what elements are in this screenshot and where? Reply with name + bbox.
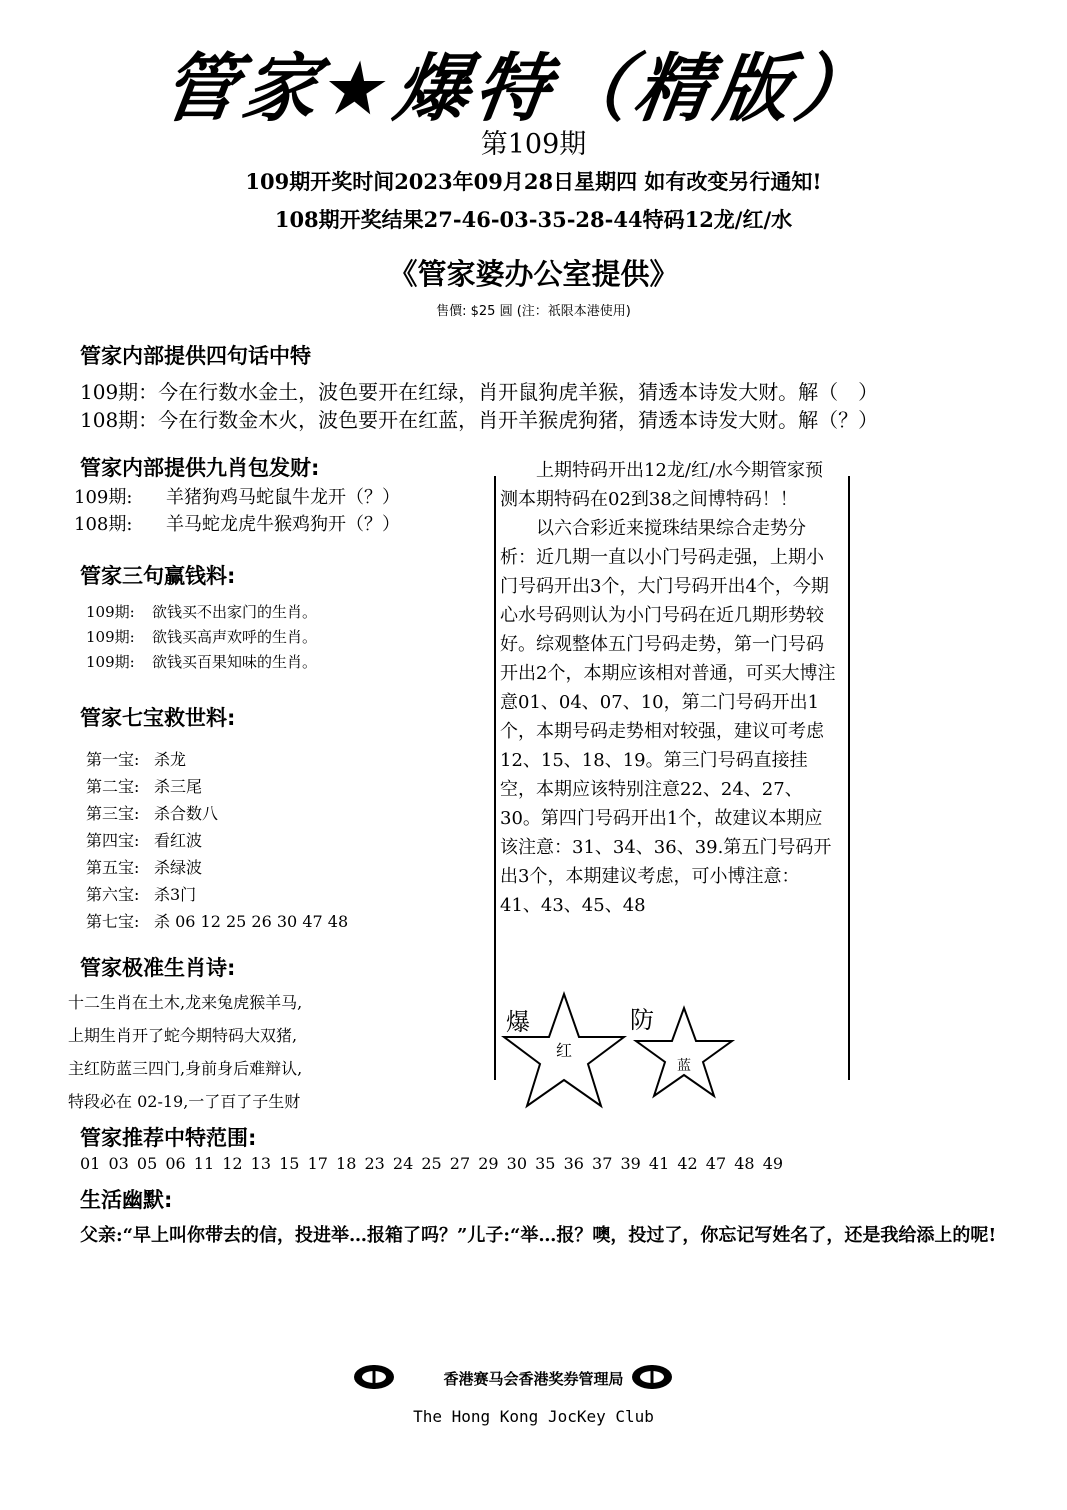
humor-heading: 生活幽默: [80, 1188, 173, 1212]
stars-graphic [496, 990, 736, 1110]
star-left-label: 爆 [506, 1008, 530, 1036]
price: 售價: $25 圓 (注：祇限本港使用) [436, 304, 631, 319]
row-text: 欲钱买高声欢呼的生肖。 [152, 628, 318, 646]
page-title: 管家★爆特（精版） [156, 46, 882, 132]
star-right-label: 防 [630, 1006, 654, 1034]
issue-number: 第109期 [480, 129, 587, 160]
analysis-paragraph-1: 上期特码开出12龙/红/水今期管家预测本期特码在02到38之间博特码！！ [500, 460, 824, 510]
three-sentences-row [86, 625, 317, 650]
treasure-label: 第三宝: [86, 804, 140, 823]
footer-org-english: The Hong Kong JocKey Club [413, 1407, 654, 1426]
period-label: 109期: [74, 487, 133, 508]
seven-treasures-section [86, 746, 348, 935]
treasure-row [86, 854, 348, 881]
seven-treasures-heading: 管家七宝救世料: [80, 706, 236, 730]
period-label: 109期: [86, 603, 135, 621]
star-right-shape [636, 1008, 732, 1096]
treasure-text: 杀 06 12 25 26 30 47 48 [154, 912, 349, 931]
poem-line: 十二生肖在土木,龙来兔虎猴羊马, [68, 993, 303, 1012]
row-text: 羊马蛇龙虎牛猴鸡狗开（？） [166, 514, 400, 535]
three-sentences-row [86, 600, 317, 625]
row-text: 欲钱买百果知味的生肖。 [152, 653, 318, 671]
four-lines-section [80, 378, 1040, 434]
row-text: 羊猪狗鸡马蛇鼠牛龙开（？） [166, 487, 400, 508]
treasure-label: 第二宝: [86, 777, 140, 796]
footer-org-name: 香港赛马会香港奖券管理局 [443, 1370, 624, 1388]
three-sentences-row [86, 650, 317, 675]
nine-zodiac-row [74, 484, 400, 511]
draw-time: 109期开奖时间2023年09月28日星期四 如有改变另行通知! [245, 169, 822, 194]
analysis-text [500, 456, 840, 920]
treasure-row [86, 827, 348, 854]
treasure-text: 杀绿波 [154, 858, 203, 877]
period-label: 108期: [74, 514, 133, 535]
treasure-label: 第四宝: [86, 831, 140, 850]
period-label: 109期: [86, 628, 135, 646]
treasure-label: 第六宝: [86, 885, 140, 904]
provider: 《管家婆办公室提供》 [388, 257, 679, 291]
humor-text: 父亲:“早上叫你带去的信，投进举…报箱了吗？”儿子:“举…报？噢，投过了，你忘记写姓名了，还是我给添上的呢! [80, 1225, 997, 1246]
poem-heading: 管家极准生肖诗: [80, 956, 236, 980]
four-lines-heading: 管家内部提供四句话中特 [80, 344, 311, 368]
treasure-row [86, 800, 348, 827]
poem-line: 上期生肖开了蛇今期特码大双猪, [68, 1026, 298, 1045]
treasure-text: 杀合数八 [154, 804, 219, 823]
nine-zodiac-row [74, 511, 400, 538]
last-result: 108期开奖结果27-46-03-35-28-44特码12龙/红/水 [274, 207, 793, 232]
treasure-row [86, 773, 348, 800]
poem-section [68, 986, 302, 1118]
treasure-label: 第五宝: [86, 858, 140, 877]
period-label: 109期: [86, 653, 135, 671]
treasure-text: 杀三尾 [154, 777, 203, 796]
three-sentences-heading: 管家三句赢钱料: [80, 564, 236, 588]
analysis-paragraph-2: 以六合彩近来搅珠结果综合走势分析：近几期一直以小门号码走强，上期小门号码开出3个，大门号码开出4个，今期心水号码则认为小门号码在近几期形势较好。综观整体五门号码走势，第一门号码开出2个，本期应该相对普通，可买大博注意01、04、07、10，第二门号码开出1个，本期号码走势相对较强，建议可考虑12、15、18、19。第三门号码直接挂空，本期应该特别注意22、24、27、30。第四门号码开出1个，故建议本期应该注意：31、34、36、39.第五门号码开出3个，本期建议考虑，可小博注意：41、43、45、48 [500, 518, 836, 916]
three-sentences-section [86, 600, 317, 675]
treasure-row [86, 908, 348, 935]
treasure-row [86, 746, 348, 773]
four-lines-row: 109期：今在行数水金土，波色要开在红绿，肖开鼠狗虎羊猴，猜透本诗发大财。解（ ） [80, 380, 879, 404]
nine-zodiac-section [74, 484, 400, 538]
treasure-text: 杀3门 [154, 885, 197, 904]
recommend-numbers: 01 03 05 06 11 12 13 15 17 18 23 24 25 27 29 30 35 36 37 39 41 42 47 48 49 [80, 1154, 784, 1173]
treasure-label: 第七宝: [86, 912, 140, 931]
nine-zodiac-heading: 管家内部提供九肖包发财: [80, 456, 320, 480]
star-right-inner: 蓝 [677, 1058, 691, 1074]
poem-line: 特段必在 02-19,一了百了子生财 [68, 1092, 301, 1111]
treasure-label: 第一宝: [86, 750, 140, 769]
star-left-inner: 红 [555, 1041, 573, 1060]
treasure-text: 看红波 [154, 831, 203, 850]
treasure-row [86, 881, 348, 908]
treasure-text: 杀龙 [154, 750, 187, 769]
recommend-heading: 管家推荐中特范围: [80, 1126, 257, 1150]
row-text: 欲钱买不出家门的生肖。 [152, 603, 318, 621]
four-lines-row: 108期：今在行数金木火，波色要开在红蓝，肖开羊猴虎狗猪，猜透本诗发大财。解（？） [80, 408, 879, 432]
poem-line: 主红防蓝三四门,身前身后难辩认, [68, 1059, 303, 1078]
